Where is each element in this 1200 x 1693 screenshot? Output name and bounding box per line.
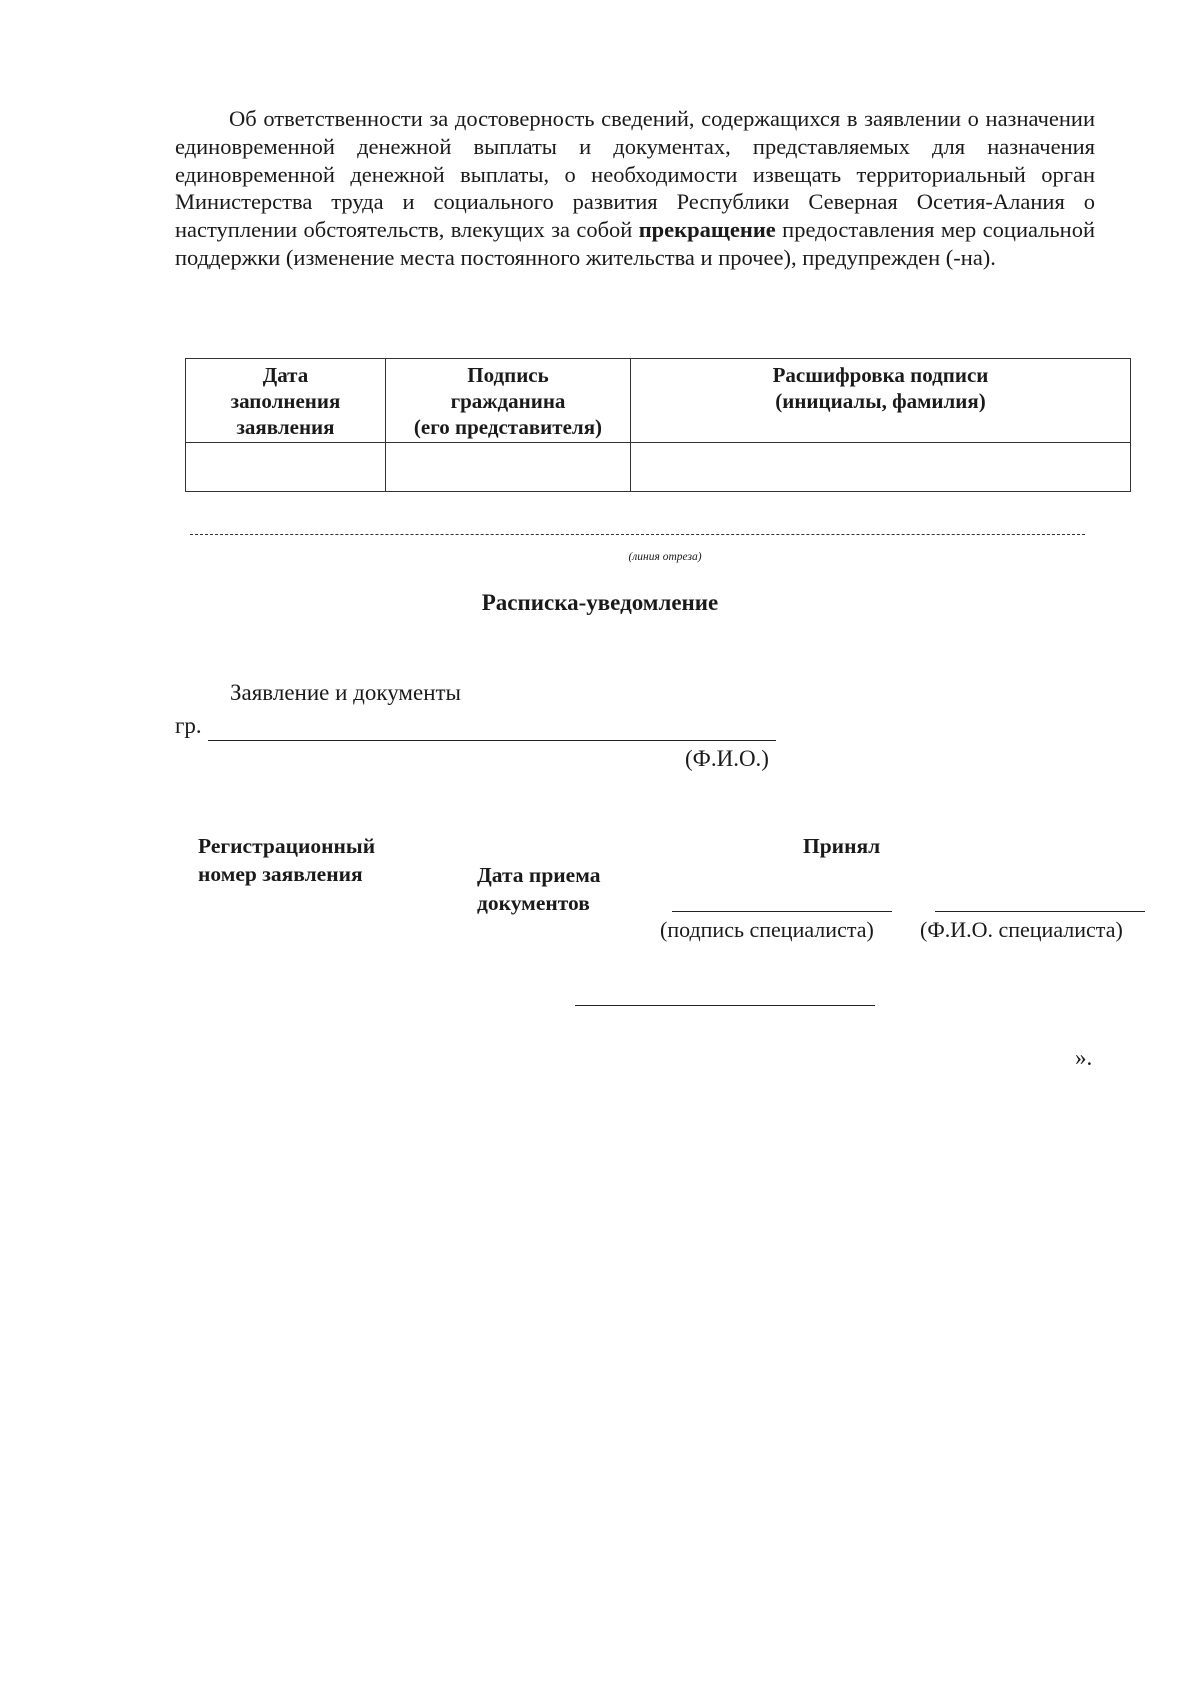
closing-quote: ».	[1075, 1045, 1093, 1070]
citizen-prefix: гр.	[175, 713, 202, 738]
fio-caption: (Ф.И.О.)	[685, 746, 769, 771]
specialist-signature-line[interactable]	[672, 911, 892, 912]
cut-line	[190, 534, 1085, 535]
cut-line-label: (линия отреза)	[628, 551, 702, 563]
signature-decoding-cell[interactable]	[631, 443, 1131, 492]
paragraph-bold-word: прекращение	[638, 217, 776, 243]
responsibility-paragraph	[175, 105, 1095, 272]
header-decoding-line1: Расшифровка подписи	[772, 363, 989, 387]
registration-number-label	[198, 832, 375, 888]
paragraph-text-end: предоставления мер социальной поддержки (изменение места постоянного жительства и прочее), предупрежден (-на).	[175, 217, 1095, 270]
acceptance-date-line1: Дата приема	[477, 863, 601, 887]
specialist-fio-line[interactable]	[935, 911, 1145, 912]
header-citizen-signature	[386, 359, 631, 443]
accepted-by-label: Принял	[803, 834, 881, 858]
header-date-line2: заполнения	[230, 389, 341, 413]
signature-table-header-row	[186, 359, 1131, 443]
registration-number-line2: номер заявления	[198, 862, 363, 886]
paragraph-text-start: Об ответственности за достоверность сведений, содержащихся в заявлении о назначении единовременной денежной выплаты и документах, представляемых для назначения единовременной денежной выплаты, о необходимости извещать территориальный орган Министерства труда и социального развития Республики Северная Осетия-Алания о наступлении обстоятельств, влекущих за собой	[175, 106, 1095, 243]
header-date-line3: заявления	[236, 415, 335, 439]
specialist-signature-caption: (подпись специалиста)	[660, 917, 874, 942]
header-date-line1: Дата	[262, 363, 309, 387]
citizen-name-line[interactable]	[208, 740, 776, 741]
header-signature-line3: (его представителя)	[413, 415, 603, 439]
acceptance-date-label	[477, 861, 600, 917]
citizen-signature-cell[interactable]	[386, 443, 631, 492]
header-signature-line1: Подпись	[467, 363, 549, 387]
blank-line[interactable]	[575, 1005, 875, 1006]
header-date-filled	[186, 359, 386, 443]
header-signature-decoding	[631, 359, 1131, 443]
statement-text: Заявление и документы	[230, 680, 462, 705]
registration-number-line1: Регистрационный	[198, 834, 376, 858]
receipt-title: Расписка-уведомление	[481, 590, 719, 615]
signature-table-fill-row	[186, 443, 1131, 492]
date-filled-cell[interactable]	[186, 443, 386, 492]
header-decoding-line2: (инициалы, фамилия)	[775, 389, 986, 413]
specialist-fio-caption: (Ф.И.О. специалиста)	[920, 917, 1123, 942]
signature-table	[185, 358, 1131, 492]
acceptance-date-line2: документов	[477, 891, 590, 915]
header-signature-line2: гражданина	[450, 389, 566, 413]
